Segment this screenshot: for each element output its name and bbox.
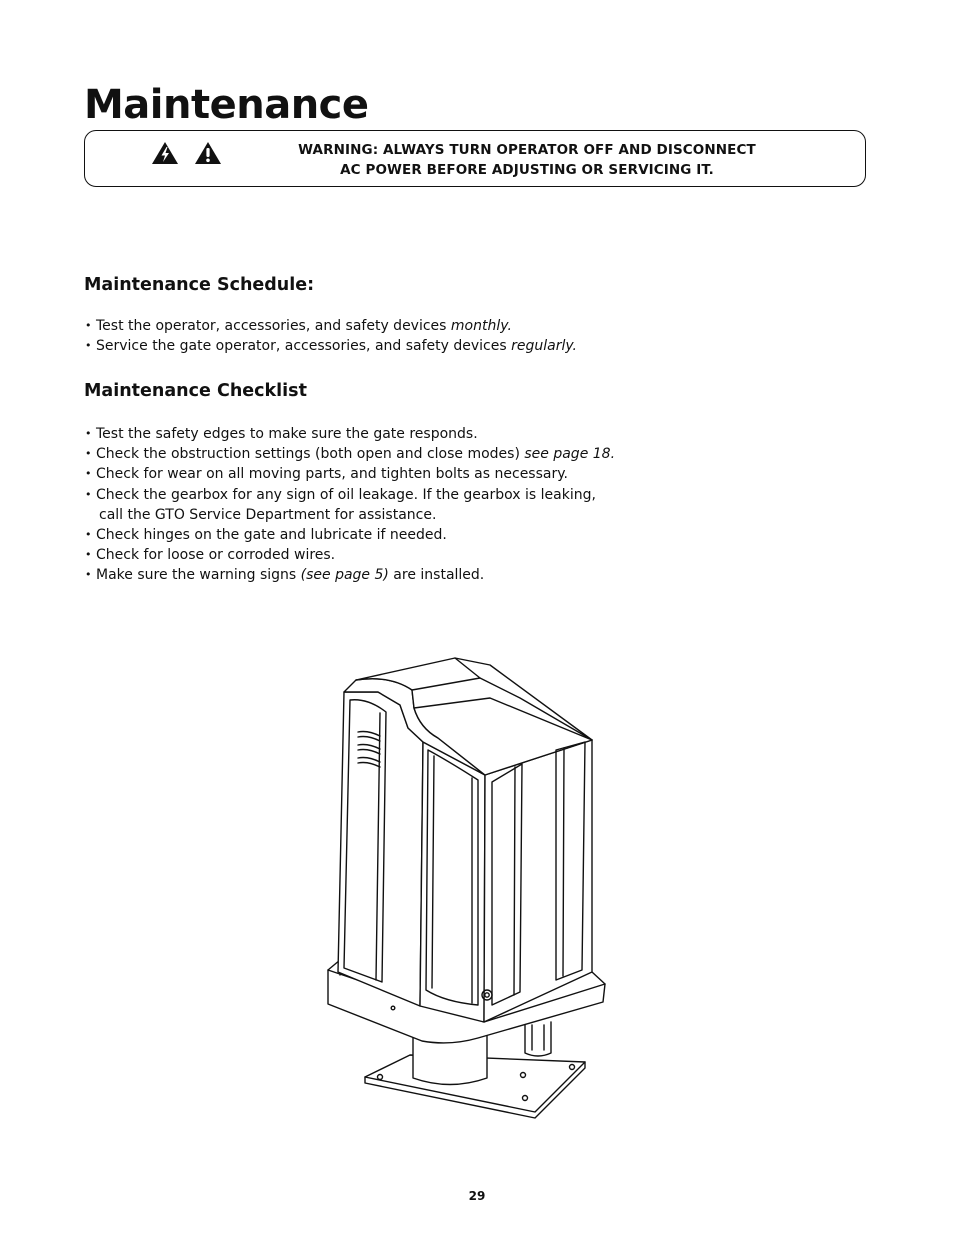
checklist-item-3: • Check for wear on all moving parts, and tighten bolts as necessary. [84,464,615,484]
electrical-hazard-icon [151,141,179,165]
schedule-list [84,316,577,356]
schedule-item-1: • Test the operator, accessories, and safety devices monthly. [84,316,577,336]
checklist-heading: Maintenance Checklist [84,381,307,401]
checklist-item-1: • Test the safety edges to make sure the gate responds. [84,424,615,444]
warning-line-1: WARNING: ALWAYS TURN OPERATOR OFF AND DISCONNECT [298,142,756,158]
warning-line-2: AC POWER BEFORE ADJUSTING OR SERVICING IT. [340,162,714,178]
gate-operator-illustration [320,650,620,1120]
warning-box [84,130,866,187]
checklist-item-2: • Check the obstruction settings (both open and close modes) see page 18. [84,444,615,464]
warning-text [285,140,769,180]
schedule-item-2: • Service the gate operator, accessories, and safety devices regularly. [84,336,577,356]
page-number: 29 [468,1189,486,1203]
schedule-heading: Maintenance Schedule: [84,275,315,295]
checklist-item-4: • Check the gearbox for any sign of oil leakage. If the gearbox is leaking, call the GTO Service Department for assistance. [84,485,615,525]
checklist-item-5: • Check hinges on the gate and lubricate if needed. [84,525,615,545]
warning-icons [151,141,231,165]
checklist-item-7: • Make sure the warning signs (see page 5) are installed. [84,565,615,585]
page-title: Maintenance [84,82,369,128]
checklist-item-6: • Check for loose or corroded wires. [84,545,615,565]
caution-icon [194,141,222,165]
checklist-list [84,424,615,586]
